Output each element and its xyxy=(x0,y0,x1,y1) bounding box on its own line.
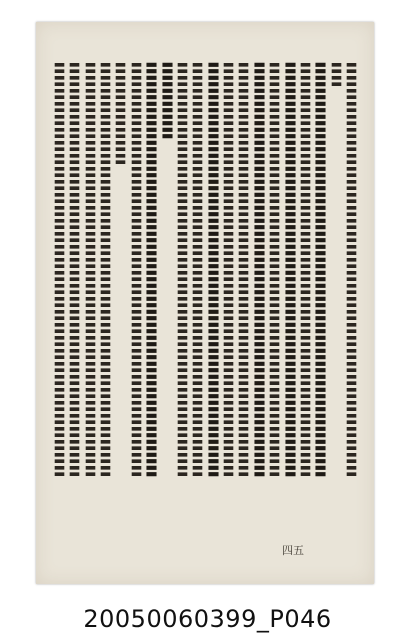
text-column: 〓〓〓〓〓〓〓〓〓〓〓〓〓〓〓〓〓〓〓〓〓〓〓〓〓〓〓〓〓〓〓〓 xyxy=(190,62,204,478)
text-column: 〓〓〓〓〓〓〓〓〓〓〓〓〓〓〓〓〓〓〓〓〓〓〓〓〓〓〓〓〓〓〓〓 xyxy=(52,62,66,478)
text-columns xyxy=(52,62,358,538)
text-column: 〓〓 xyxy=(329,62,343,88)
text-column: 〓〓〓〓〓〓〓〓〓〓〓〓〓〓〓〓〓〓〓〓〓〓〓〓〓〓〓〓〓〓〓〓 xyxy=(252,62,266,478)
text-column: 〓〓〓〓〓〓〓〓〓〓〓〓〓〓〓〓〓〓〓〓〓〓〓〓〓〓〓〓〓〓〓〓 xyxy=(236,62,250,478)
text-column: 〓〓〓〓〓〓〓〓〓〓〓〓〓〓〓〓〓〓〓〓〓〓〓〓〓〓〓〓〓〓〓〓 xyxy=(67,62,81,478)
text-column: 〓〓〓〓〓〓〓〓〓〓〓〓〓〓〓〓〓〓〓〓〓〓〓〓〓〓〓〓〓〓〓〓 xyxy=(267,62,281,478)
text-column: 〓〓〓〓〓〓〓〓〓〓〓〓〓〓〓〓〓〓〓〓〓〓〓〓〓〓〓〓〓〓〓〓 xyxy=(298,62,312,478)
page-number: 四五 xyxy=(282,544,304,557)
text-column: 〓〓〓〓〓〓〓〓〓〓〓〓〓〓〓〓〓〓〓〓〓〓〓〓〓〓〓〓〓〓〓〓 xyxy=(175,62,189,478)
text-column: 〓〓〓〓〓〓〓〓〓〓〓〓〓〓〓〓〓〓〓〓〓〓〓〓〓〓〓〓〓〓〓〓 xyxy=(129,62,143,478)
text-column: 〓〓〓〓〓〓〓〓 xyxy=(113,62,127,166)
text-column: 〓〓〓〓〓〓〓〓〓〓〓〓〓〓〓〓〓〓〓〓〓〓〓〓〓〓〓〓〓〓〓〓 xyxy=(98,62,112,478)
text-column: 〓〓〓〓〓〓〓〓〓〓〓〓〓〓〓〓〓〓〓〓〓〓〓〓〓〓〓〓〓〓〓〓 xyxy=(313,62,327,478)
text-column: 〓〓〓〓〓〓〓〓〓〓〓〓〓〓〓〓〓〓〓〓〓〓〓〓〓〓〓〓〓〓〓〓 xyxy=(283,62,297,478)
text-column: 〓〓〓〓〓〓〓〓〓〓〓〓〓〓〓〓〓〓〓〓〓〓〓〓〓〓〓〓〓〓〓〓 xyxy=(206,62,220,478)
text-column: 〓〓〓〓〓〓〓〓〓〓〓〓〓〓〓〓〓〓〓〓〓〓〓〓〓〓〓〓〓〓〓〓 xyxy=(83,62,97,478)
document-page xyxy=(36,22,374,584)
text-column: 〓〓〓〓〓〓 xyxy=(160,62,174,140)
text-column: 〓〓〓〓〓〓〓〓〓〓〓〓〓〓〓〓〓〓〓〓〓〓〓〓〓〓〓〓〓〓〓〓 xyxy=(221,62,235,478)
text-column: 〓〓〓〓〓〓〓〓〓〓〓〓〓〓〓〓〓〓〓〓〓〓〓〓〓〓〓〓〓〓〓〓 xyxy=(144,62,158,478)
text-column: 〓〓〓〓〓〓〓〓〓〓〓〓〓〓〓〓〓〓〓〓〓〓〓〓〓〓〓〓〓〓〓〓 xyxy=(344,62,358,478)
image-caption: 20050060399_P046 xyxy=(83,605,332,633)
